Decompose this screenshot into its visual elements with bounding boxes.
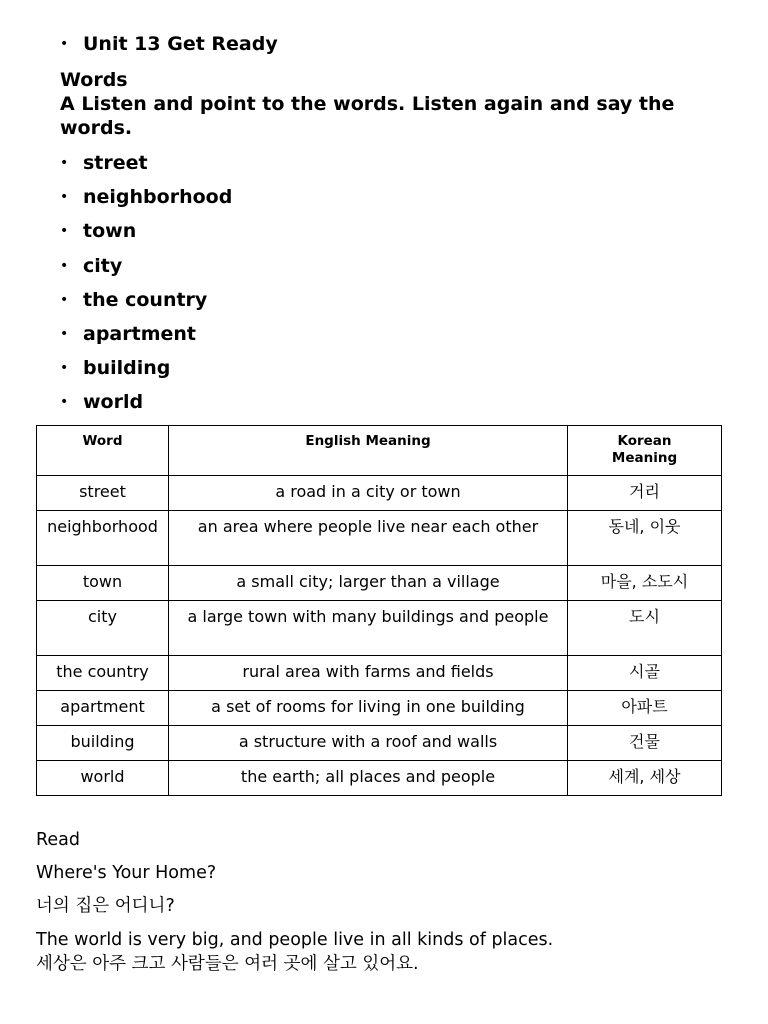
read-section [36, 829, 736, 976]
column-header-english: English Meaning [169, 426, 568, 476]
cell-word: city [37, 601, 169, 656]
cell-korean: 세계, 세상 [568, 761, 722, 796]
column-header-korean [568, 426, 722, 476]
unit-title: • Unit 13 Get Ready [60, 32, 278, 56]
cell-english: a structure with a roof and walls [169, 726, 568, 761]
story-paragraph: The world is very big, and people live in all kinds of places. [36, 930, 554, 950]
unit-list [60, 32, 278, 56]
korean-header-text: Korean Meaning [611, 433, 678, 466]
cell-english: the earth; all places and people [169, 761, 568, 796]
table-row [37, 761, 722, 796]
cell-english: a large town with many buildings and people [169, 601, 568, 656]
cell-word: street [37, 476, 169, 511]
story-title: Where's Your Home? [36, 863, 217, 883]
cell-word: town [37, 566, 169, 601]
cell-korean: 아파트 [568, 691, 722, 726]
cell-word: apartment [37, 691, 169, 726]
table-row [37, 601, 722, 656]
cell-korean: 마을, 소도시 [568, 566, 722, 601]
vocabulary-table [36, 425, 722, 796]
word-item: • neighborhood [60, 185, 232, 219]
word-item: • world [60, 390, 232, 424]
table-row [37, 726, 722, 761]
cell-word: neighborhood [37, 511, 169, 566]
cell-korean: 시골 [568, 656, 722, 691]
cell-korean: 건물 [568, 726, 722, 761]
column-header-word: Word [37, 426, 169, 476]
cell-word: building [37, 726, 169, 761]
word-item: • the country [60, 288, 232, 322]
word-item: • town [60, 219, 232, 253]
cell-word: world [37, 761, 169, 796]
cell-english: rural area with farms and fields [169, 656, 568, 691]
cell-korean: 동네, 이웃 [568, 511, 722, 566]
table-row [37, 691, 722, 726]
table-row [37, 566, 722, 601]
word-list [60, 151, 232, 425]
story-title-korean: 너의 집은 어디니? [36, 896, 175, 916]
table-row [37, 656, 722, 691]
cell-english: a road in a city or town [169, 476, 568, 511]
story-paragraph-korean: 세상은 아주 크고 사람들은 여러 곳에 살고 있어요. [36, 954, 419, 974]
table-row [37, 476, 722, 511]
table-row [37, 511, 722, 566]
cell-korean: 거리 [568, 476, 722, 511]
cell-english: a small city; larger than a village [169, 566, 568, 601]
instruction-text: A Listen and point to the words. Listen again and say the words. [60, 93, 675, 139]
word-item: • building [60, 356, 232, 390]
cell-korean: 도시 [568, 601, 722, 656]
cell-word: the country [37, 656, 169, 691]
word-item: • city [60, 254, 232, 288]
read-label: Read [36, 830, 80, 850]
cell-english: a set of rooms for living in one building [169, 691, 568, 726]
table-header-row [37, 426, 722, 476]
cell-english: an area where people live near each other [169, 511, 568, 566]
word-item: • street [60, 151, 232, 185]
word-item: • apartment [60, 322, 232, 356]
section-heading: Words [60, 69, 128, 91]
